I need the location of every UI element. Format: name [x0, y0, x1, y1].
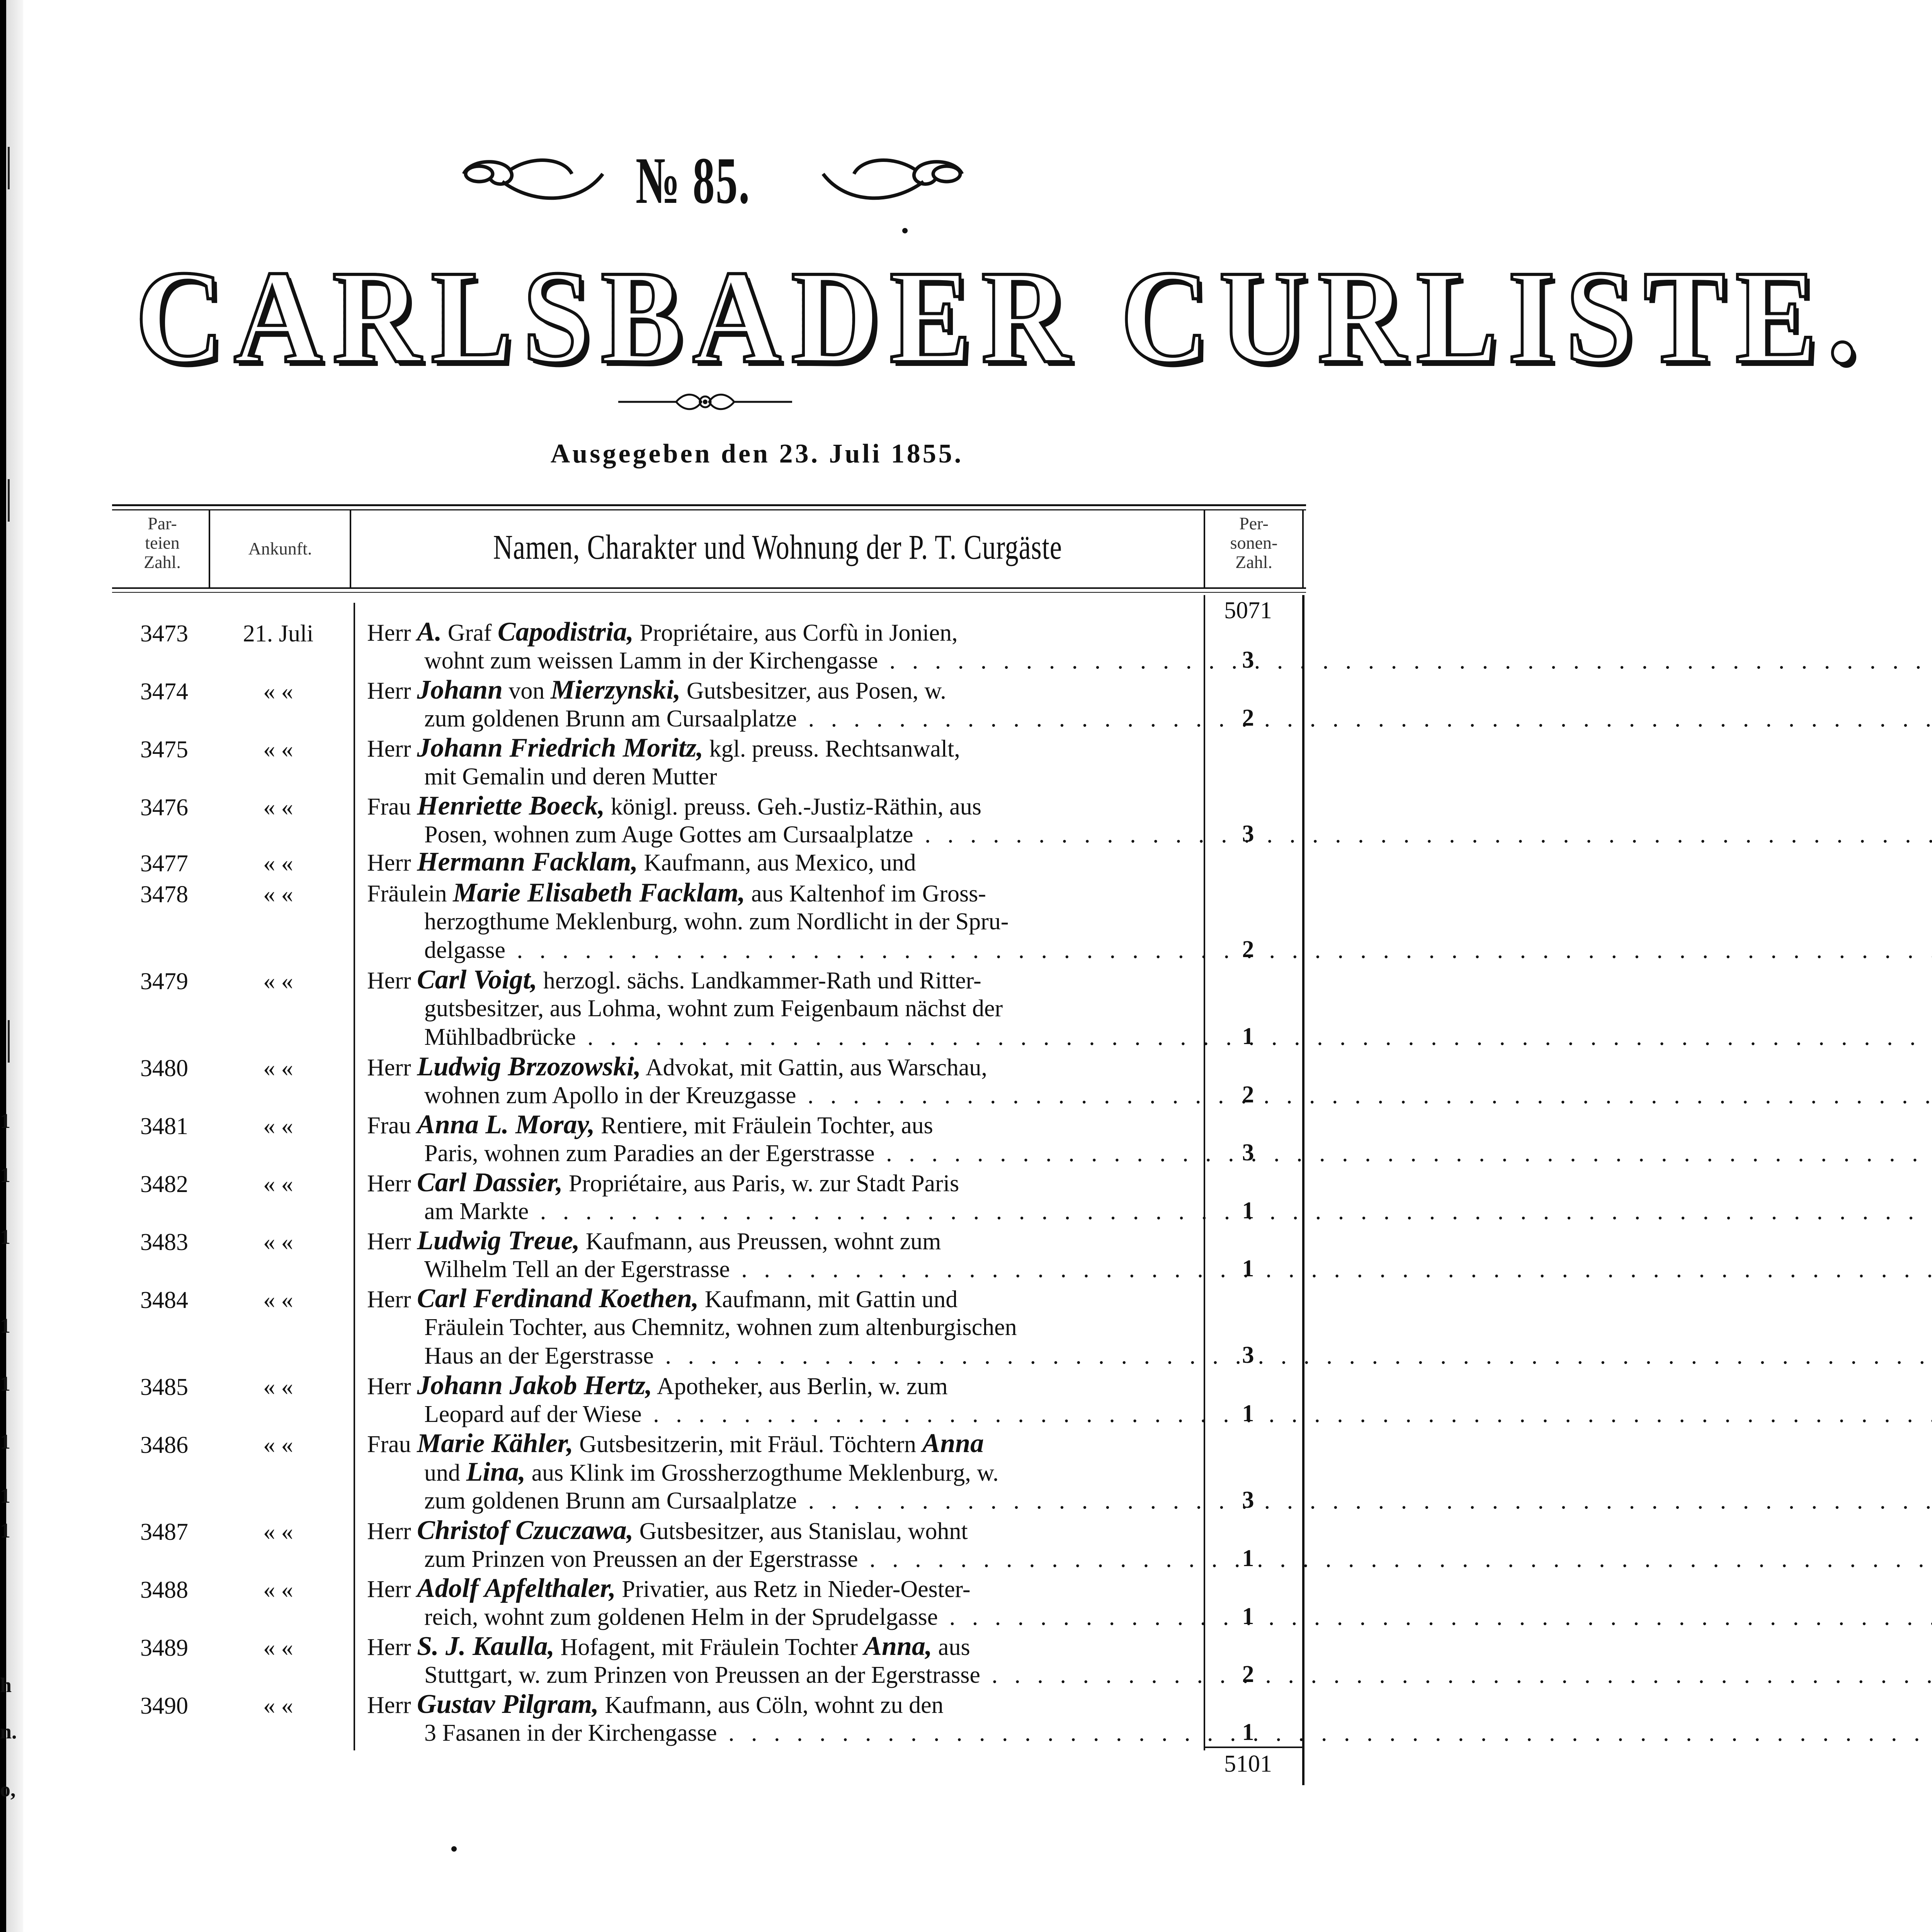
entry-persons: 3	[1242, 1139, 1254, 1166]
entry-persons: 1	[1242, 1023, 1254, 1049]
guest-name: Anna,	[864, 1631, 932, 1661]
entry-arrival: « «	[263, 794, 293, 821]
guest-name: Ludwig Treue,	[417, 1226, 580, 1255]
table-top-rule	[112, 509, 1306, 510]
entry-text	[367, 1371, 1190, 1429]
ink-dot	[451, 1846, 457, 1852]
entry-number: 3478	[140, 881, 188, 908]
guest-name: Ludwig Brzozowski,	[417, 1052, 641, 1082]
entry-arrival: « «	[263, 679, 293, 705]
entry-text-segment: Leopard auf der Wiese	[424, 1401, 642, 1427]
table-header-rule	[112, 592, 1306, 593]
entry-arrival: « «	[263, 1374, 293, 1400]
entry-text	[367, 1111, 1190, 1168]
entry-persons: 1	[1242, 1400, 1254, 1427]
entry-number: 3490	[140, 1693, 188, 1719]
issue-date-line: Ausgegeben den 23. Juli 1855.	[550, 439, 964, 469]
entry-text-segment: am Markte	[424, 1198, 529, 1225]
col-divider	[1204, 510, 1205, 587]
entry-text-segment: herzogthume Meklenburg, wohn. zum Nordlicht in der Spru-	[424, 908, 1009, 935]
entry-text	[367, 1574, 1190, 1631]
entry-arrival: « «	[263, 736, 293, 763]
entry-text	[367, 848, 1190, 876]
entry-number: 3489	[140, 1635, 188, 1661]
entry-text-segment: Gutsbesitzerin, mit Fräul. Töchtern	[573, 1431, 922, 1458]
entry-arrival: « «	[263, 968, 293, 995]
entry-text-segment: Herr	[367, 1634, 417, 1660]
guest-name: Mierzynski,	[550, 675, 681, 705]
col-divider	[350, 510, 351, 587]
guest-name: Lina,	[466, 1457, 526, 1487]
guest-name: Carl Voigt,	[417, 965, 537, 995]
entry-text-segment: zum goldenen Brunn am Cursaalplatze	[424, 1488, 797, 1514]
col-divider	[354, 603, 355, 1750]
header-parties: Par- teien Zahl.	[144, 514, 181, 572]
page-left-edge	[0, 0, 23, 1932]
entry-text-segment: Posen, wohnen zum Auge Gottes am Cursaalplatze	[424, 821, 913, 848]
entry-text-segment: Paris, wohnen zum Paradies an der Egerstrasse	[424, 1140, 875, 1167]
entry-persons: 3	[1242, 821, 1254, 847]
entry-text-segment: Graf	[442, 620, 498, 646]
entry-number: 3476	[140, 794, 188, 821]
entry-text-segment: Wilhelm Tell an der Egerstrasse	[424, 1256, 730, 1282]
margin-mark: n.	[0, 1720, 17, 1743]
entry-text	[367, 966, 1190, 1051]
entry-text-segment: Frau	[367, 794, 417, 820]
margin-mark: 1	[0, 1372, 10, 1395]
header-names: Namen, Charakter und Wohnung der P. T. Curgäste	[493, 528, 1062, 566]
entry-text-segment: delgasse	[424, 937, 506, 963]
guest-name: Carl Ferdinand Koethen,	[417, 1284, 699, 1313]
margin-mark: 1	[0, 1314, 10, 1337]
guest-name: Carl Dassier,	[417, 1168, 563, 1197]
entry-persons: 1	[1242, 1603, 1254, 1629]
entry-persons: 1	[1242, 1197, 1254, 1224]
entry-text-segment: Privatier, aus Retz in Nieder-Oester-	[616, 1576, 971, 1602]
entry-arrival: « «	[263, 1432, 293, 1458]
guest-name: Christof Czuczawa,	[417, 1515, 634, 1545]
margin-mark: 1	[0, 1109, 10, 1133]
margin-mark: 1	[0, 1484, 10, 1507]
entry-text-segment: aus Kaltenhof im Gross-	[745, 881, 986, 907]
entry-text-segment: wohnt zum weissen Lamm in der Kirchengasse	[424, 648, 878, 674]
entry-text-segment: herzogl. sächs. Landkammer-Rath und Ritter-	[537, 968, 981, 994]
entry-arrival: 21. Juli	[243, 621, 314, 647]
entry-number: 3482	[140, 1171, 188, 1197]
entry-number: 3485	[140, 1374, 188, 1400]
entry-number: 3488	[140, 1577, 188, 1603]
entry-number: 3487	[140, 1519, 188, 1545]
entry-text-segment: Haus an der Egerstrasse	[424, 1343, 654, 1369]
margin-rule	[8, 479, 10, 522]
entry-arrival: « «	[263, 1519, 293, 1545]
masthead	[135, 243, 1868, 391]
guest-name: S. J. Kaulla,	[417, 1631, 555, 1661]
entry-text-segment: Frau	[367, 1431, 417, 1458]
left-scroll-ornament-icon	[456, 147, 611, 216]
header-arrival: Ankunft.	[248, 539, 312, 558]
guest-name: Johann	[417, 675, 503, 705]
entry-text	[367, 1632, 1190, 1689]
entry-text	[367, 1053, 1190, 1110]
entry-arrival: « «	[263, 1171, 293, 1197]
entry-arrival: « «	[263, 1055, 293, 1082]
entry-arrival: « «	[263, 1577, 293, 1603]
guest-name: Johann Jakob Hertz,	[417, 1371, 652, 1400]
entry-text-segment: Fräulein	[367, 881, 453, 907]
entry-persons: 3	[1242, 647, 1254, 673]
sum-rule	[1204, 1747, 1304, 1748]
header-persons: Per- sonen- Zahl.	[1230, 514, 1278, 572]
entry-text-segment: wohnen zum Apollo in der Kreuzgasse	[424, 1082, 796, 1109]
entry-arrival: « «	[263, 1287, 293, 1313]
entry-number: 3475	[140, 736, 188, 763]
margin-rule	[8, 1020, 10, 1063]
guest-name: Hermann Facklam,	[417, 847, 638, 877]
entry-text	[367, 1168, 1190, 1226]
margin-mark: 1	[0, 1163, 10, 1187]
entry-text-segment: mit Gemalin und deren Mutter	[424, 764, 717, 790]
entry-text-segment: Stuttgart, w. zum Prinzen von Preussen an der Egerstrasse	[424, 1662, 980, 1688]
entry-persons: 1	[1242, 1719, 1254, 1745]
entry-text	[367, 879, 1190, 964]
entry-text-segment: kgl. preuss. Rechtsanwalt,	[703, 736, 960, 762]
entry-number: 3481	[140, 1113, 188, 1139]
entry-text-segment: Herr	[367, 1518, 417, 1544]
entry-number: 3473	[140, 621, 188, 647]
entry-text-segment: und	[424, 1460, 466, 1486]
entry-text-segment: Propriétaire, aus Paris, w. zur Stadt Paris	[563, 1170, 959, 1197]
entry-text-segment: Hofagent, mit Fräulein Tochter	[554, 1634, 864, 1660]
entry-arrival: « «	[263, 1635, 293, 1661]
entry-number: 3483	[140, 1229, 188, 1255]
entry-persons: 1	[1242, 1255, 1254, 1282]
entry-text-segment: Kaufmann, aus Mexico, und	[638, 850, 916, 876]
entry-text-segment: Gutsbesitzer, aus Posen, w.	[680, 678, 946, 704]
entry-persons: 2	[1242, 705, 1254, 731]
entry-persons: 3	[1242, 1487, 1254, 1513]
entry-text-segment: Herr	[367, 1692, 417, 1718]
margin-rule	[8, 147, 10, 189]
entry-text-segment: Herr	[367, 736, 417, 762]
entry-persons: 2	[1242, 1661, 1254, 1687]
entry-text	[367, 792, 1190, 849]
col-divider	[1204, 595, 1205, 1750]
table-header-rule	[112, 587, 1306, 589]
guest-name: Adolf Apfelthaler,	[417, 1573, 616, 1603]
entry-text-segment: reich, wohnt zum goldenen Helm in der Sprudelgasse	[424, 1604, 938, 1630]
entry-number: 3477	[140, 850, 188, 877]
col-divider	[209, 510, 210, 587]
entry-text-segment: Herr	[367, 1576, 417, 1602]
entry-text-segment: 3 Fasanen in der Kirchengasse	[424, 1720, 717, 1746]
entry-persons: 3	[1242, 1342, 1254, 1368]
entry-text	[367, 618, 1190, 675]
entry-text-segment: Herr	[367, 1373, 417, 1400]
entry-text	[367, 1226, 1190, 1284]
entry-text-segment: Gutsbesitzer, aus Stanislau, wohnt	[633, 1518, 968, 1544]
entry-number: 3484	[140, 1287, 188, 1313]
entry-text-segment: Kaufmann, aus Preussen, wohnt zum	[580, 1228, 941, 1255]
divider-flourish-icon	[618, 388, 792, 415]
entry-text-segment: Fräulein Tochter, aus Chemnitz, wohnen zum altenburgischen	[424, 1314, 1017, 1340]
guest-name: Anna	[922, 1429, 984, 1458]
entry-text-segment: Frau	[367, 1112, 417, 1139]
entry-text	[367, 1516, 1190, 1573]
margin-mark: o,	[0, 1778, 16, 1801]
entry-text-segment: Herr	[367, 1228, 417, 1255]
entry-text-segment: von	[502, 678, 551, 704]
entry-text-segment: Advokat, mit Gattin, aus Warschau,	[641, 1054, 987, 1081]
entry-text-segment: Herr	[367, 1286, 417, 1313]
ink-dot	[902, 228, 908, 233]
entry-text-segment: Herr	[367, 620, 417, 646]
entry-text-segment: Rentiere, mit Fräulein Tochter, aus	[595, 1112, 933, 1139]
entry-text-segment: Kaufmann, aus Cöln, wohnt zu den	[599, 1692, 944, 1718]
guest-name: Marie Elisabeth Facklam,	[453, 878, 745, 908]
entry-arrival: « «	[263, 850, 293, 877]
guest-name: A.	[417, 617, 442, 647]
guest-name: Capodistria,	[497, 617, 634, 647]
entry-text-segment: aus Klink im Grossherzogthume Meklenburg, w.	[526, 1460, 999, 1486]
entry-text-segment: Herr	[367, 968, 417, 994]
entry-text-segment: Apotheker, aus Berlin, w. zum	[652, 1373, 948, 1400]
entry-text-segment: aus	[932, 1634, 970, 1660]
entry-text-segment: zum goldenen Brunn am Cursaalplatze	[424, 706, 797, 732]
margin-mark: h	[0, 1673, 12, 1697]
issue-number: № 85.	[636, 144, 751, 218]
guest-name: Marie Kähler,	[417, 1429, 573, 1458]
entry-text-segment: Herr	[367, 678, 417, 704]
entry-number: 3480	[140, 1055, 188, 1082]
entry-persons: 2	[1242, 936, 1254, 963]
entry-text	[367, 1690, 1190, 1747]
entry-arrival: « «	[263, 881, 293, 908]
entry-persons: 1	[1242, 1545, 1254, 1571]
entry-text-segment: zum Prinzen von Preussen an der Egerstrasse	[424, 1546, 858, 1572]
entry-text	[367, 676, 1190, 733]
entry-text-segment: Herr	[367, 850, 417, 876]
table-top-rule	[112, 504, 1306, 506]
entry-arrival: « «	[263, 1229, 293, 1255]
col-divider	[1302, 510, 1304, 587]
entry-text-segment: Herr	[367, 1054, 417, 1081]
entry-text	[367, 1429, 1190, 1515]
entry-number: 3474	[140, 679, 188, 705]
entry-text-segment: Propriétaire, aus Corfù in Jonien,	[633, 620, 958, 646]
entry-text-segment: Herr	[367, 1170, 417, 1197]
guest-name: Gustav Pilgram,	[417, 1689, 599, 1719]
entry-persons: 2	[1242, 1082, 1254, 1108]
entry-arrival: « «	[263, 1113, 293, 1139]
carry-total: 5071	[1224, 597, 1272, 624]
entry-number: 3479	[140, 968, 188, 995]
margin-mark: 1	[0, 1430, 10, 1453]
margin-mark: 1	[0, 1519, 10, 1542]
masthead-title: CARLSBADER CURLISTE.	[135, 243, 1868, 391]
margin-mark: 1	[0, 1225, 10, 1248]
grand-total: 5101	[1224, 1751, 1272, 1777]
entry-text-segment: königl. preuss. Geh.-Justiz-Räthin, aus	[605, 794, 981, 820]
entry-text-segment: Mühlbadbrücke	[424, 1024, 576, 1050]
guest-name: Henriette Boeck,	[417, 791, 605, 821]
guest-name: Johann Friedrich Moritz,	[417, 733, 704, 763]
entry-text-segment: Kaufmann, mit Gattin und	[699, 1286, 958, 1313]
right-scroll-ornament-icon	[815, 147, 970, 216]
entry-arrival: « «	[263, 1693, 293, 1719]
entry-text	[367, 1284, 1190, 1370]
entry-number: 3486	[140, 1432, 188, 1458]
guest-name: Anna L. Moray,	[417, 1110, 595, 1139]
entry-text	[367, 734, 1190, 791]
entry-text-segment: gutsbesitzer, aus Lohma, wohnt zum Feigenbaum nächst der	[424, 995, 1003, 1022]
